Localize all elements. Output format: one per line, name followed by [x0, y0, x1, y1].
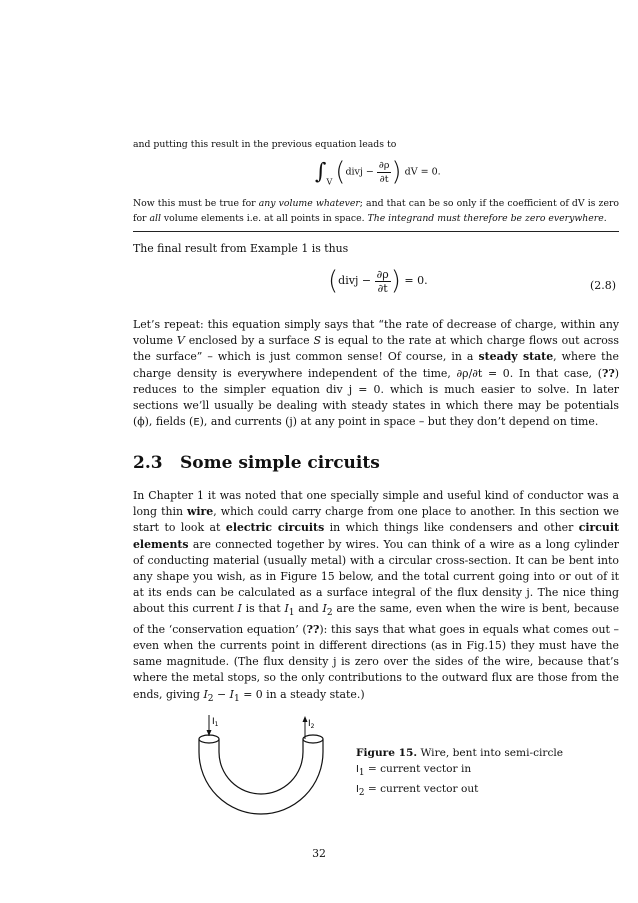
paragraph-conclusion: [133, 196, 619, 226]
equation-continuity: [328, 266, 428, 296]
text-run: Now this must be true for: [133, 198, 259, 209]
bold-term: electric circuits: [225, 521, 325, 535]
math-symbol: I: [237, 602, 242, 616]
caption-text: = current vector in: [364, 763, 472, 775]
div-operator: div: [338, 274, 355, 287]
text-run: Let’s repeat: this equation simply says that “the rate of decrease of charge, within any volume: [133, 318, 619, 348]
wire-end-out: [303, 735, 323, 743]
text-run: ) reduces to the simpler equation div j = 0. which is much easier to solve. In later sections we’ll usually be dealing with steady states in which there may be potentials (ϕ), fields (: [133, 366, 619, 429]
math-subscript: 2: [326, 608, 333, 619]
bold-term: circuit elements: [133, 521, 620, 551]
text-run: is equal to the rate at which charge flows out across the surface” – which is just common sense! Of course, in a: [133, 334, 619, 364]
text-run: ; and that can be so only if the coefficient of dV is zero for: [133, 198, 620, 224]
section-heading: [133, 453, 380, 473]
math-symbol: E: [193, 417, 200, 429]
text-run: and: [294, 602, 323, 616]
paren-close: ): [390, 266, 401, 296]
volume-element: dV: [404, 166, 418, 178]
italic-run: any volume whatever: [258, 198, 360, 209]
math-subscript: 1: [288, 608, 295, 619]
caption-text: Wire, bent into semi-circle: [417, 747, 564, 759]
div-operator: div: [345, 166, 360, 178]
equals-zero: = 0.: [404, 274, 428, 287]
caption-line-1: [356, 745, 563, 761]
text-run: enclosed by a surface: [184, 334, 314, 348]
paragraph-intro: [133, 137, 619, 152]
math-symbol: S: [313, 334, 321, 348]
paren-open: (: [335, 157, 346, 187]
text-run: is that: [241, 602, 285, 616]
paren-close: ): [391, 157, 402, 187]
math-symbol: V: [176, 334, 185, 348]
paragraph-final-result: [133, 241, 619, 257]
math-subscript: 2: [358, 788, 365, 799]
integral-sign: ∫: [315, 159, 327, 185]
minus-sign: −: [365, 166, 374, 178]
bold-term: steady state: [478, 350, 554, 364]
text-run: ): this says that what goes in equals what comes out – even when the currents point in different directions (as in Fig.15) they must have the same magnitude. (The flux density j is zero over the sides of the wire, because that’s where the metal stops, so the only contributions to the outward flux are those from the ends, giving: [133, 622, 619, 701]
math-subscript: 1: [358, 768, 365, 779]
minus-sign: −: [361, 274, 372, 287]
arrow-out-head: [303, 716, 308, 722]
text-run: ), and currents (j) at any point in space – but they don’t depend on time.: [199, 415, 599, 429]
label-current-in: $I_1$: [212, 717, 219, 728]
paragraph-repeat: [133, 317, 619, 431]
flux-symbol: j: [354, 274, 359, 287]
section-number: 2.3: [133, 453, 163, 473]
fraction: [377, 159, 392, 186]
page-number: 32: [312, 847, 326, 860]
bold-term: wire: [187, 505, 214, 519]
caption-line-2: [356, 761, 563, 781]
paragraph-text: and putting this result in the previous equation leads to: [133, 139, 397, 150]
math-symbol: I: [284, 602, 289, 616]
fraction: [375, 268, 391, 295]
text-run: are connected together by wires. You can think of a wire as a long cylinder of conducting material (usually metal) with a circular cross-section. It can be bent into any shape you wish, as in Figure 15 below, and the total current going into or out of it at its ends can be calculated as a surface integral of the flux density j. The nice thing about this current: [133, 537, 619, 616]
paren-open: (: [328, 266, 339, 296]
fraction-numerator: ∂ρ: [378, 159, 390, 171]
section-title: Some simple circuits: [180, 453, 380, 473]
math-symbol: I: [203, 687, 208, 701]
caption-title: Figure 15.: [356, 747, 418, 759]
text-run: , which could carry charge from one place to another. In this section we start to look at: [133, 505, 619, 535]
wire-outer-edge: [199, 739, 323, 814]
fraction-denominator: ∂t: [379, 173, 389, 185]
wire-diagram: [196, 712, 326, 824]
text-run: in which things like condensers and other: [324, 521, 579, 535]
math-symbol: I: [356, 784, 359, 796]
integral-domain: V: [326, 177, 333, 187]
figure-wire-semicircle: [196, 712, 326, 828]
equation-reference: ??: [601, 366, 615, 380]
math-symbol: I: [356, 764, 359, 775]
math-symbol: I: [229, 687, 234, 701]
text-run: volume elements i.e. at all points in space.: [160, 213, 368, 224]
math-subscript: 2: [207, 693, 214, 704]
paragraph-text: The final result from Example 1 is thus: [133, 242, 349, 255]
italic-run: The integrand must therefore be zero everywhere.: [367, 213, 607, 224]
flux-symbol: j: [359, 166, 363, 178]
wire-end-in: [199, 735, 219, 743]
paragraph-circuits: [133, 488, 619, 707]
figure-caption: [356, 745, 563, 801]
caption-text: = current vector out: [364, 783, 479, 796]
text-run: are the same, even when the wire is bent, because of the ‘conservation equation’ (: [133, 602, 620, 636]
fraction-denominator: ∂t: [377, 281, 388, 295]
equation-integral: [315, 157, 441, 187]
italic-run: all: [149, 213, 161, 224]
text-run: , where the charge density is everywhere independent of the time, ∂ρ/∂t = 0. In that case, (: [133, 350, 620, 380]
equation-number: (2.8): [590, 279, 617, 292]
text-run: = 0 in a steady state.): [239, 687, 365, 701]
fraction-numerator: ∂ρ: [376, 267, 389, 281]
text-run: In Chapter 1 it was noted that one specially simple and useful kind of conductor was a long thin: [133, 489, 619, 519]
math-subscript: 1: [233, 693, 240, 704]
text-run: −: [213, 687, 230, 701]
caption-line-3: [356, 781, 563, 801]
equals-zero: = 0.: [420, 166, 441, 178]
math-symbol: I: [322, 602, 327, 616]
wire-inner-edge: [219, 739, 303, 794]
equation-reference: ??: [306, 622, 320, 636]
label-current-out: $I_2$: [308, 719, 315, 730]
horizontal-rule: [133, 231, 619, 232]
